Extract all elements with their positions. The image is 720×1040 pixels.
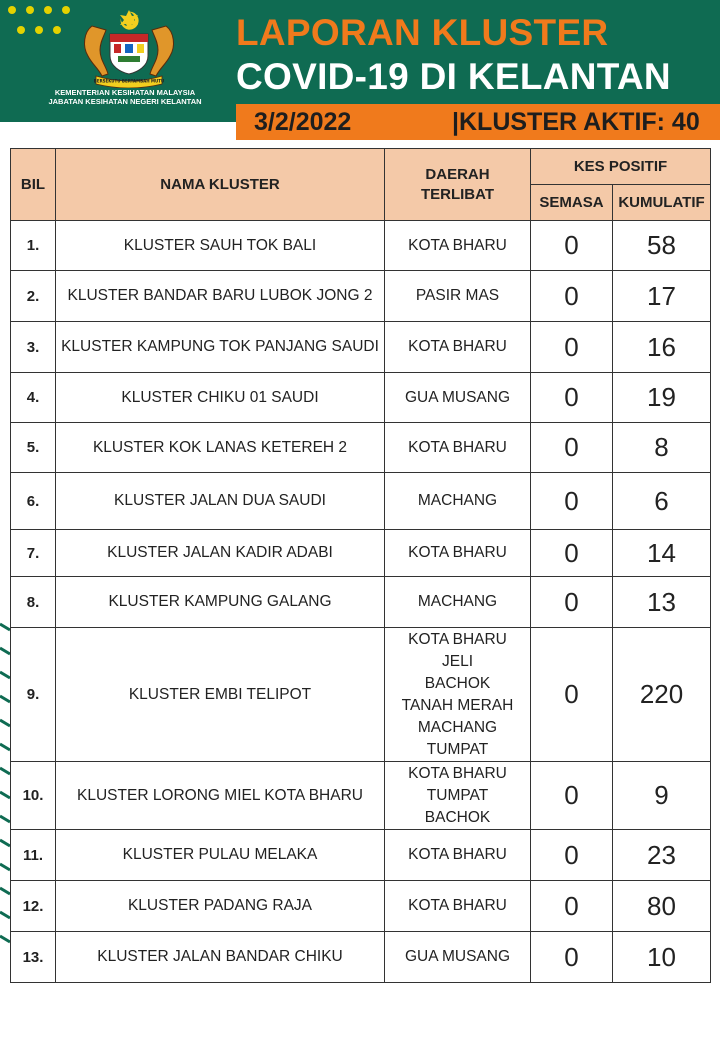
- cell-nama-kluster: KLUSTER JALAN KADIR ADABI: [56, 530, 385, 577]
- daerah-item: KOTA BHARU: [408, 544, 507, 561]
- cell-kumulatif: 8: [613, 423, 711, 473]
- cell-nama-kluster: KLUSTER PULAU MELAKA: [56, 830, 385, 881]
- cell-kumulatif: 19: [613, 373, 711, 423]
- cell-bil: 1.: [11, 221, 56, 271]
- cell-bil: 9.: [11, 628, 56, 762]
- cell-bil: 8.: [11, 577, 56, 628]
- cluster-table: [10, 148, 711, 983]
- cell-semasa: 0: [531, 373, 613, 423]
- daerah-item: KOTA BHARU: [408, 630, 507, 648]
- cell-bil: 7.: [11, 530, 56, 577]
- cell-semasa: 0: [531, 473, 613, 530]
- cell-daerah: [385, 577, 531, 628]
- malaysia-coat-of-arms-icon: [74, 8, 184, 88]
- report-title-line-1: LAPORAN KLUSTER: [236, 12, 609, 53]
- cell-kumulatif: 16: [613, 322, 711, 373]
- table-row: [11, 577, 711, 628]
- daerah-item: MACHANG: [417, 718, 498, 736]
- cell-kumulatif: 13: [613, 577, 711, 628]
- cell-semasa: 0: [531, 271, 613, 322]
- daerah-item: GUA MUSANG: [404, 388, 511, 406]
- cell-nama-kluster: KLUSTER KOK LANAS KETEREH 2: [56, 423, 385, 473]
- table-row: [11, 322, 711, 373]
- table-row: [11, 221, 711, 271]
- cell-daerah: [385, 271, 531, 322]
- cell-bil: 12.: [11, 881, 56, 932]
- svg-text:BERSEKUTU BERTAMBAH MUTU: BERSEKUTU BERTAMBAH MUTU: [93, 78, 165, 84]
- header-kumulatif: KUMULATIF: [613, 185, 711, 221]
- table-row: [11, 530, 711, 577]
- cell-kumulatif: 14: [613, 530, 711, 577]
- cell-semasa: 0: [531, 628, 613, 762]
- header-daerah-line-1: DAERAH: [425, 165, 490, 183]
- cell-semasa: 0: [531, 830, 613, 881]
- cell-kumulatif: 80: [613, 881, 711, 932]
- cell-kumulatif: 220: [613, 628, 711, 762]
- cell-semasa: 0: [531, 762, 613, 830]
- cell-nama-kluster: KLUSTER BANDAR BARU LUBOK JONG 2: [56, 271, 385, 322]
- table-row: [11, 830, 711, 881]
- daerah-item: KOTA BHARU: [408, 846, 507, 863]
- cell-semasa: 0: [531, 423, 613, 473]
- cell-semasa: 0: [531, 221, 613, 271]
- daerah-item: TUMPAT: [426, 786, 489, 804]
- cell-daerah: [385, 221, 531, 271]
- report-date: 3/2/2022: [254, 108, 352, 136]
- table-row: [11, 423, 711, 473]
- daerah-item: JELI: [441, 652, 473, 670]
- agency-line-2: JABATAN KESIHATAN NEGERI KELANTAN: [48, 97, 202, 106]
- cell-daerah: [385, 881, 531, 932]
- daerah-item: KOTA BHARU: [408, 897, 507, 914]
- cell-daerah: [385, 830, 531, 881]
- cell-nama-kluster: KLUSTER SAUH TOK BALI: [56, 221, 385, 271]
- table-row: [11, 473, 711, 530]
- cell-bil: 10.: [11, 762, 56, 830]
- cell-semasa: 0: [531, 322, 613, 373]
- daerah-item: KOTA BHARU: [408, 764, 507, 782]
- header-bil: BIL: [11, 149, 56, 221]
- cell-semasa: 0: [531, 881, 613, 932]
- cell-bil: 6.: [11, 473, 56, 530]
- daerah-item: MACHANG: [417, 492, 498, 509]
- cell-nama-kluster: KLUSTER JALAN BANDAR CHIKU: [56, 932, 385, 983]
- cell-bil: 2.: [11, 271, 56, 322]
- table-row: [11, 932, 711, 983]
- table-row: [11, 762, 711, 830]
- cell-kumulatif: 58: [613, 221, 711, 271]
- report-title-line-2: COVID-19 DI KELANTAN: [236, 56, 671, 97]
- header-nama-kluster: NAMA KLUSTER: [56, 149, 385, 221]
- cell-daerah: [385, 473, 531, 530]
- cell-semasa: 0: [531, 577, 613, 628]
- header-semasa: SEMASA: [531, 185, 613, 221]
- active-clusters-count: |KLUSTER AKTIF: 40: [452, 108, 700, 136]
- daerah-item: TANAH MERAH: [401, 696, 514, 714]
- header-daerah-line-2: TERLIBAT: [420, 185, 495, 203]
- cell-kumulatif: 9: [613, 762, 711, 830]
- cell-nama-kluster: KLUSTER CHIKU 01 SAUDI: [56, 373, 385, 423]
- cell-bil: 13.: [11, 932, 56, 983]
- cell-daerah: [385, 762, 531, 830]
- daerah-item: BACHOK: [424, 674, 491, 692]
- table-row: [11, 628, 711, 762]
- daerah-item: MACHANG: [417, 593, 498, 610]
- daerah-item: KOTA BHARU: [408, 438, 507, 456]
- cell-nama-kluster: KLUSTER KAMPUNG GALANG: [56, 577, 385, 628]
- cell-semasa: 0: [531, 932, 613, 983]
- cell-nama-kluster: KLUSTER KAMPUNG TOK PANJANG SAUDI: [56, 322, 385, 373]
- cell-bil: 5.: [11, 423, 56, 473]
- table-row: [11, 271, 711, 322]
- header-kes-positif: KES POSITIF: [531, 149, 711, 185]
- cell-semasa: 0: [531, 530, 613, 577]
- cell-daerah: [385, 322, 531, 373]
- cell-nama-kluster: KLUSTER JALAN DUA SAUDI: [56, 473, 385, 530]
- cell-kumulatif: 23: [613, 830, 711, 881]
- cell-daerah: [385, 423, 531, 473]
- cell-kumulatif: 17: [613, 271, 711, 322]
- table-row: [11, 373, 711, 423]
- daerah-item: KOTA BHARU: [408, 338, 507, 355]
- cell-nama-kluster: KLUSTER PADANG RAJA: [56, 881, 385, 932]
- daerah-item: TUMPAT: [426, 740, 489, 758]
- cell-daerah: [385, 530, 531, 577]
- daerah-item: BACHOK: [424, 808, 491, 826]
- cluster-rows: [11, 221, 711, 983]
- agency-name: [20, 88, 230, 106]
- cell-nama-kluster: KLUSTER LORONG MIEL KOTA BHARU: [56, 762, 385, 830]
- cell-kumulatif: 6: [613, 473, 711, 530]
- cell-bil: 4.: [11, 373, 56, 423]
- agency-line-1: KEMENTERIAN KESIHATAN MALAYSIA: [54, 88, 196, 97]
- cell-nama-kluster: KLUSTER EMBI TELIPOT: [56, 628, 385, 762]
- table-row: [11, 881, 711, 932]
- header-daerah-terlibat: [385, 149, 531, 221]
- daerah-item: GUA MUSANG: [404, 948, 511, 965]
- cell-bil: 3.: [11, 322, 56, 373]
- cell-daerah: [385, 373, 531, 423]
- cell-kumulatif: 10: [613, 932, 711, 983]
- daerah-item: PASIR MAS: [415, 287, 500, 304]
- cell-daerah: [385, 932, 531, 983]
- cell-daerah: [385, 628, 531, 762]
- daerah-item: KOTA BHARU: [408, 236, 507, 254]
- cell-bil: 11.: [11, 830, 56, 881]
